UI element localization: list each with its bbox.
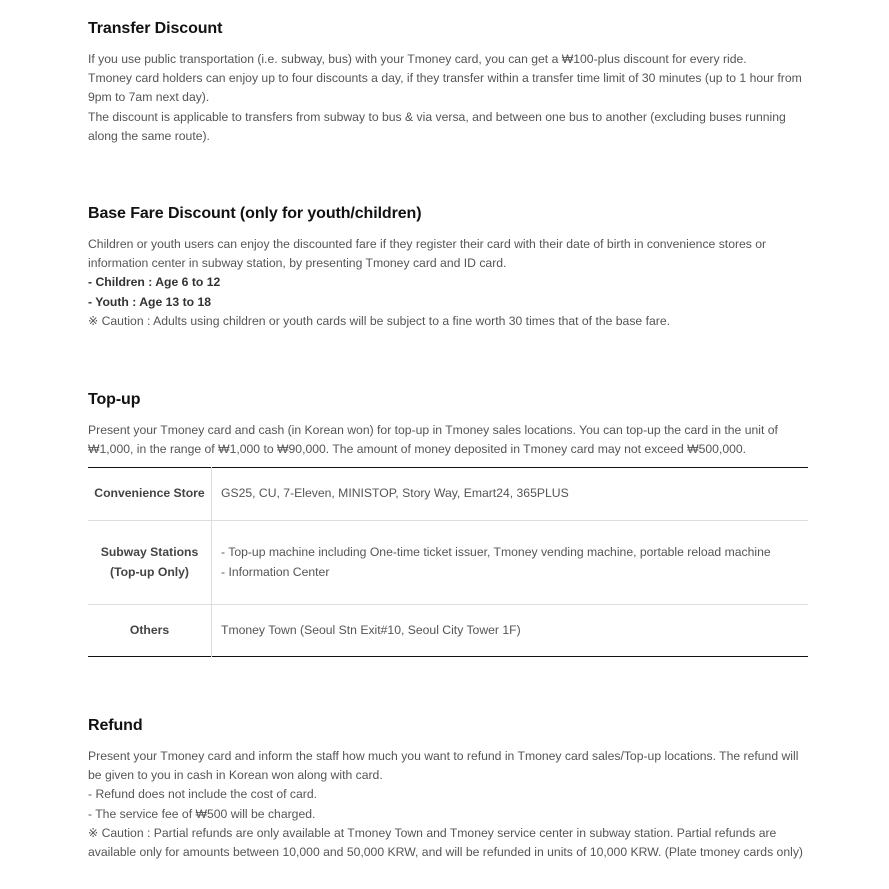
row-header-convenience: Convenience Store [88,468,212,521]
transfer-discount-body [88,50,808,146]
row-value-convenience: GS25, CU, 7-Eleven, MINISTOP, Story Way, Emart24, 365PLUS [212,468,809,521]
row-value-subway-line2: - Information Center [221,564,330,579]
topup-body [88,421,808,459]
transfer-p3: The discount is applicable to transfers from subway to bus & via versa, and between one bus to another (excluding buses running along the same route). [88,109,786,143]
row-header-subway-line2: (Top-up Only) [110,564,189,579]
refund-l1: - Refund does not include the cost of card. [88,787,317,802]
table-row [88,605,808,657]
base-fare-title: Base Fare Discount (only for youth/children) [88,205,422,222]
row-header-subway-line1: Subway Stations [100,545,199,560]
children-age: - Children : Age 6 to 12 [88,275,221,290]
refund-l2: - The service fee of ₩500 will be charged. [88,806,316,821]
refund-body [88,747,808,862]
table-row [88,468,808,521]
base-fare-body [88,235,808,331]
topup-title: Top-up [88,391,141,408]
table-row [88,521,808,605]
youth-age: - Youth : Age 13 to 18 [88,294,212,309]
base-fare-caution: ※ Caution : Adults using children or youth cards will be subject to a fine worth 30 times that of the base fare. [88,313,670,328]
base-fare-p1: Children or youth users can enjoy the discounted fare if they register their card with their date of birth in convenience stores or information center in subway station, by presenting Tmoney card and ID card. [88,237,767,271]
transfer-p1: If you use public transportation (i.e. subway, bus) with your Tmoney card, you can get a ₩100-plus discount for every ride. [88,52,747,66]
refund-caution: ※ Caution : Partial refunds are only available at Tmoney Town and Tmoney service center in subway station. Partial refunds are available only for amounts between 10,000 and 50,000 KRW, and will be refunded in units of 10,000 KRW. (Plate tmoney cards only) [88,825,803,860]
refund-p1: Present your Tmoney card and inform the staff how much you want to refund in Tmoney card sales/Top-up locations. The refund will be given to you in cash in Korean won along with card. [88,749,799,783]
row-header-others: Others [88,605,212,657]
row-value-subway-line1: - Top-up machine including One-time ticket issuer, Tmoney vending machine, portable reload machine [221,545,771,560]
row-value-subway [212,521,809,605]
refund-title: Refund [88,717,143,734]
transfer-discount-title: Transfer Discount [88,20,223,37]
topup-p1: Present your Tmoney card and cash (in Korean won) for top-up in Tmoney sales locations. You can top-up the card in the unit of ₩1,000, in the range of ₩1,000 to ₩90,000. The amount of money deposited in Tmoney card may not exceed ₩500,000. [88,423,778,457]
row-header-subway [88,521,212,605]
topup-locations-table [88,467,808,657]
row-value-others: Tmoney Town (Seoul Stn Exit#10, Seoul City Tower 1F) [221,622,521,637]
transfer-p2: Tmoney card holders can enjoy up to four discounts a day, if they transfer within a transfer time limit of 30 minutes (up to 1 hour from 9pm to 7am next day). [88,71,802,105]
